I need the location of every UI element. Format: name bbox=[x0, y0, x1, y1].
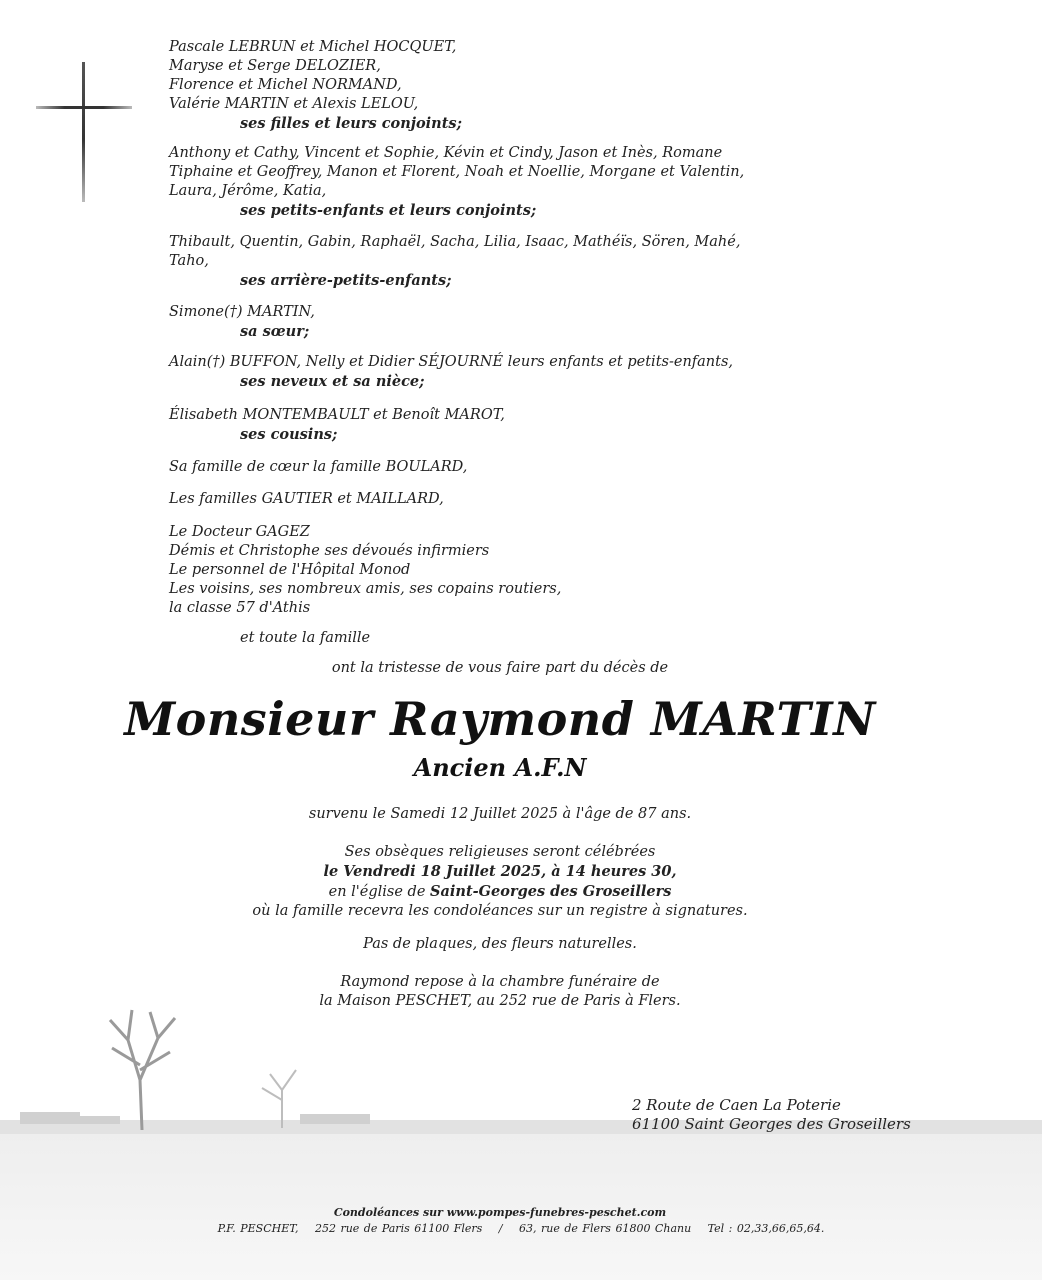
family-group-sister bbox=[169, 303, 315, 341]
family-group-families bbox=[169, 490, 444, 509]
family-group-great-grandchildren bbox=[169, 233, 740, 290]
ceremony-place-prefix: en l'église de bbox=[328, 884, 431, 900]
footer-phone: Tel : 02,33,66,65,64. bbox=[707, 1222, 825, 1235]
family-line: Laura, Jérôme, Katia, bbox=[169, 183, 327, 199]
footer-address1: 252 rue de Paris 61100 Flers bbox=[314, 1222, 483, 1235]
family-line: Simone(†) MARTIN, bbox=[169, 304, 315, 320]
ceremony-date: le Vendredi 18 Juillet 2025, à 14 heures 30, bbox=[323, 863, 677, 880]
address-line2: 61100 Saint Georges des Groseillers bbox=[632, 1115, 911, 1133]
family-relation: ses filles et leurs conjoints; bbox=[240, 115, 462, 132]
family-line: Florence et Michel NORMAND, bbox=[169, 77, 402, 93]
family-line: Anthony et Cathy, Vincent et Sophie, Kévin et Cindy, Jason et Inès, Romane bbox=[169, 145, 723, 161]
ceremony-line4: où la famille recevra les condoléances sur un registre à signatures. bbox=[252, 903, 748, 919]
family-line: Le personnel de l'Hôpital Monod bbox=[169, 562, 411, 578]
ceremony-line1: Ses obsèques religieuses seront célébrées bbox=[344, 844, 656, 860]
family-line: Sa famille de cœur la famille BOULARD, bbox=[169, 459, 468, 475]
death-notice: survenu le Samedi 12 Juillet 2025 à l'âge de 87 ans. bbox=[308, 806, 692, 822]
ceremony-block bbox=[0, 843, 1000, 921]
family-relation: ses cousins; bbox=[240, 426, 338, 443]
family-relation: ses arrière-petits-enfants; bbox=[240, 272, 452, 289]
family-line: Les voisins, ses nombreux amis, ses copains routiers, bbox=[169, 581, 562, 597]
announcement-intro: ont la tristesse de vous faire part du décès de bbox=[331, 660, 669, 676]
family-line: Thibault, Quentin, Gabin, Raphaël, Sacha, Lilia, Isaac, Mathéïs, Sören, Mahé, bbox=[169, 234, 741, 250]
rest-line1: Raymond repose à la chambre funéraire de bbox=[340, 974, 660, 990]
closing-family-text: et toute la famille bbox=[240, 630, 371, 646]
family-line: Valérie MARTIN et Alexis LELOU, bbox=[169, 96, 419, 112]
ceremony-place: Saint-Georges des Groseillers bbox=[430, 883, 672, 900]
family-line: Le Docteur GAGEZ bbox=[169, 524, 310, 540]
family-line: Pascale LEBRUN et Michel HOCQUET, bbox=[169, 39, 457, 55]
family-group-heart bbox=[169, 458, 467, 477]
footer-separator: / bbox=[498, 1222, 503, 1235]
rest-line2: la Maison PESCHET, au 252 rue de Paris à Flers. bbox=[319, 993, 681, 1009]
family-relation: sa sœur; bbox=[240, 323, 310, 340]
flowers-notice: Pas de plaques, des fleurs naturelles. bbox=[363, 936, 637, 952]
family-line: Taho, bbox=[169, 253, 209, 269]
family-line: Démis et Christophe ses dévoués infirmiers bbox=[169, 543, 490, 559]
family-group-nephews bbox=[169, 353, 733, 391]
family-group-others bbox=[169, 523, 561, 618]
closing-family bbox=[169, 629, 370, 648]
family-line: la classe 57 d'Athis bbox=[169, 600, 311, 616]
family-group-grandchildren bbox=[169, 144, 744, 220]
footer-company: P.F. PESCHET, bbox=[217, 1222, 299, 1235]
deceased-name: Monsieur Raymond MARTIN bbox=[124, 692, 876, 746]
family-line: Alain(†) BUFFON, Nelly et Didier SÉJOURNÉ leurs enfants et petits-enfants, bbox=[169, 354, 734, 370]
cross-icon-bar bbox=[36, 106, 132, 109]
family-group-cousins bbox=[169, 406, 505, 444]
deceased-subtitle: Ancien A.F.N bbox=[413, 753, 587, 782]
footer-address2: 63, rue de Flers 61800 Chanu bbox=[519, 1222, 692, 1235]
family-line: Élisabeth MONTEMBAULT et Benoît MAROT, bbox=[169, 407, 505, 423]
ceremony-place-line bbox=[0, 882, 1000, 902]
family-line: Les familles GAUTIER et MAILLARD, bbox=[169, 491, 444, 507]
cross-icon bbox=[82, 62, 85, 202]
family-group-daughters bbox=[169, 38, 462, 133]
family-relation: ses petits-enfants et leurs conjoints; bbox=[240, 202, 537, 219]
footer-contact bbox=[0, 1222, 1042, 1235]
family-relation: ses neveux et sa nièce; bbox=[240, 373, 425, 390]
footer-condolences: Condoléances sur www.pompes-funebres-peschet.com bbox=[333, 1206, 667, 1219]
address-block bbox=[632, 1096, 911, 1134]
address-line1: 2 Route de Caen La Poterie bbox=[632, 1096, 841, 1114]
family-line: Tiphaine et Geoffrey, Manon et Florent, Noah et Noellie, Morgane et Valentin, bbox=[169, 164, 745, 180]
family-line: Maryse et Serge DELOZIER, bbox=[169, 58, 381, 74]
